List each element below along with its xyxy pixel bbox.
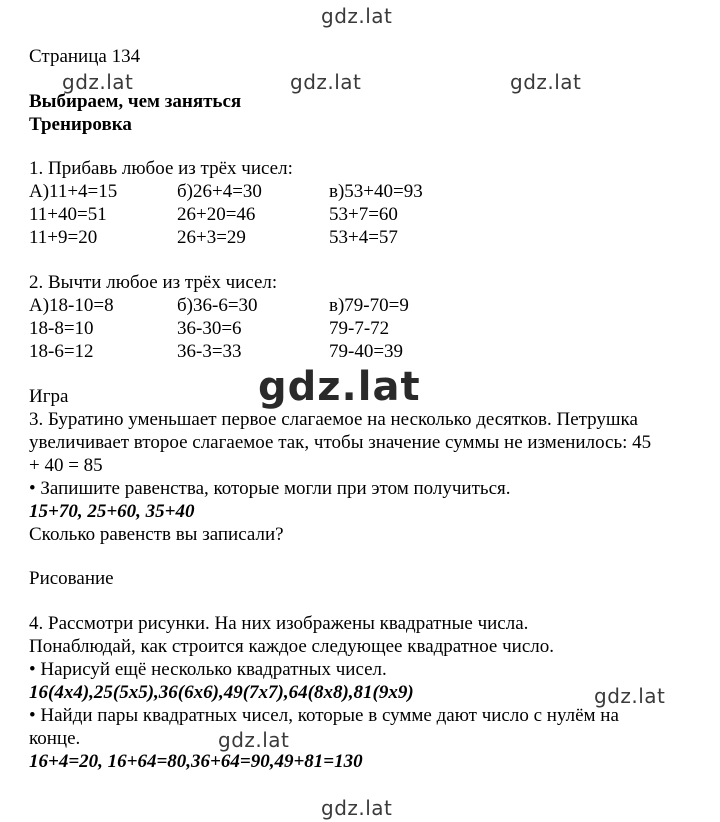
task1-cell: 26+20=46 bbox=[177, 204, 256, 225]
task1-cell: 53+7=60 bbox=[329, 204, 398, 225]
task1-cell: 26+3=29 bbox=[177, 227, 246, 248]
task3-line: + 40 = 85 bbox=[29, 455, 103, 476]
task2-cell: в)79-70=9 bbox=[329, 295, 409, 316]
heading-choose-activity: Выбираем, чем заняться bbox=[29, 91, 242, 112]
task3-bullet: • Запишите равенства, которые могли при этом получиться. bbox=[29, 478, 511, 499]
task1-cell: 53+4=57 bbox=[329, 227, 398, 248]
task1-cell: А)11+4=15 bbox=[29, 181, 118, 202]
task3-question: Сколько равенств вы записали? bbox=[29, 524, 284, 545]
task2-title: 2. Вычти любое из трёх чисел: bbox=[29, 272, 278, 293]
task4-bullet: • Нарисуй ещё несколько квадратных чисел. bbox=[29, 659, 387, 680]
task1-cell: 11+40=51 bbox=[29, 204, 107, 225]
task4-answer: 16+4=20, 16+64=80,36+64=90,49+81=130 bbox=[29, 751, 363, 772]
task4-line: 4. Рассмотри рисунки. На них изображены квадратные числа. bbox=[29, 613, 529, 634]
task3-answer: 15+70, 25+60, 35+40 bbox=[29, 501, 195, 522]
task3-line: 3. Буратино уменьшает первое слагаемое на несколько десятков. Петрушка bbox=[29, 409, 638, 430]
task4-line: Понаблюдай, как строится каждое следующее квадратное число. bbox=[29, 636, 555, 657]
section-game: Игра bbox=[29, 386, 69, 407]
watermark: gdz.lat bbox=[62, 70, 134, 94]
task1-cell: б)26+4=30 bbox=[177, 181, 262, 202]
watermark: gdz.lat bbox=[290, 70, 362, 94]
task2-cell: 18-8=10 bbox=[29, 318, 94, 339]
task4-bullet: • Найди пары квадратных чисел, которые в сумме дают число с нулём на bbox=[29, 705, 619, 726]
task2-cell: 79-7-72 bbox=[329, 318, 390, 339]
task1-cell: 11+9=20 bbox=[29, 227, 98, 248]
task2-cell: 79-40=39 bbox=[329, 341, 404, 362]
watermark: gdz.lat bbox=[218, 728, 290, 752]
watermark: gdz.lat bbox=[510, 70, 582, 94]
section-drawing: Рисование bbox=[29, 568, 114, 589]
task2-cell: 36-30=6 bbox=[177, 318, 242, 339]
task1-title: 1. Прибавь любое из трёх чисел: bbox=[29, 158, 293, 179]
task4-bullet: конце. bbox=[29, 728, 81, 749]
task2-cell: 18-6=12 bbox=[29, 341, 94, 362]
task3-line: увеличивает второе слагаемое так, чтобы значение суммы не изменилось: 45 bbox=[29, 432, 652, 453]
watermark: gdz.lat bbox=[321, 4, 393, 28]
watermark: gdz.lat bbox=[258, 364, 421, 410]
task2-cell: б)36-6=30 bbox=[177, 295, 258, 316]
heading-training: Тренировка bbox=[29, 114, 132, 135]
task4-answer: 16(4x4),25(5x5),36(6x6),49(7x7),64(8x8),81(9x9) bbox=[29, 682, 414, 703]
task2-cell: А)18-10=8 bbox=[29, 295, 114, 316]
page-label: Страница 134 bbox=[29, 46, 141, 67]
task2-cell: 36-3=33 bbox=[177, 341, 242, 362]
task1-cell: в)53+40=93 bbox=[329, 181, 423, 202]
watermark: gdz.lat bbox=[594, 684, 666, 708]
watermark: gdz.lat bbox=[321, 796, 393, 820]
